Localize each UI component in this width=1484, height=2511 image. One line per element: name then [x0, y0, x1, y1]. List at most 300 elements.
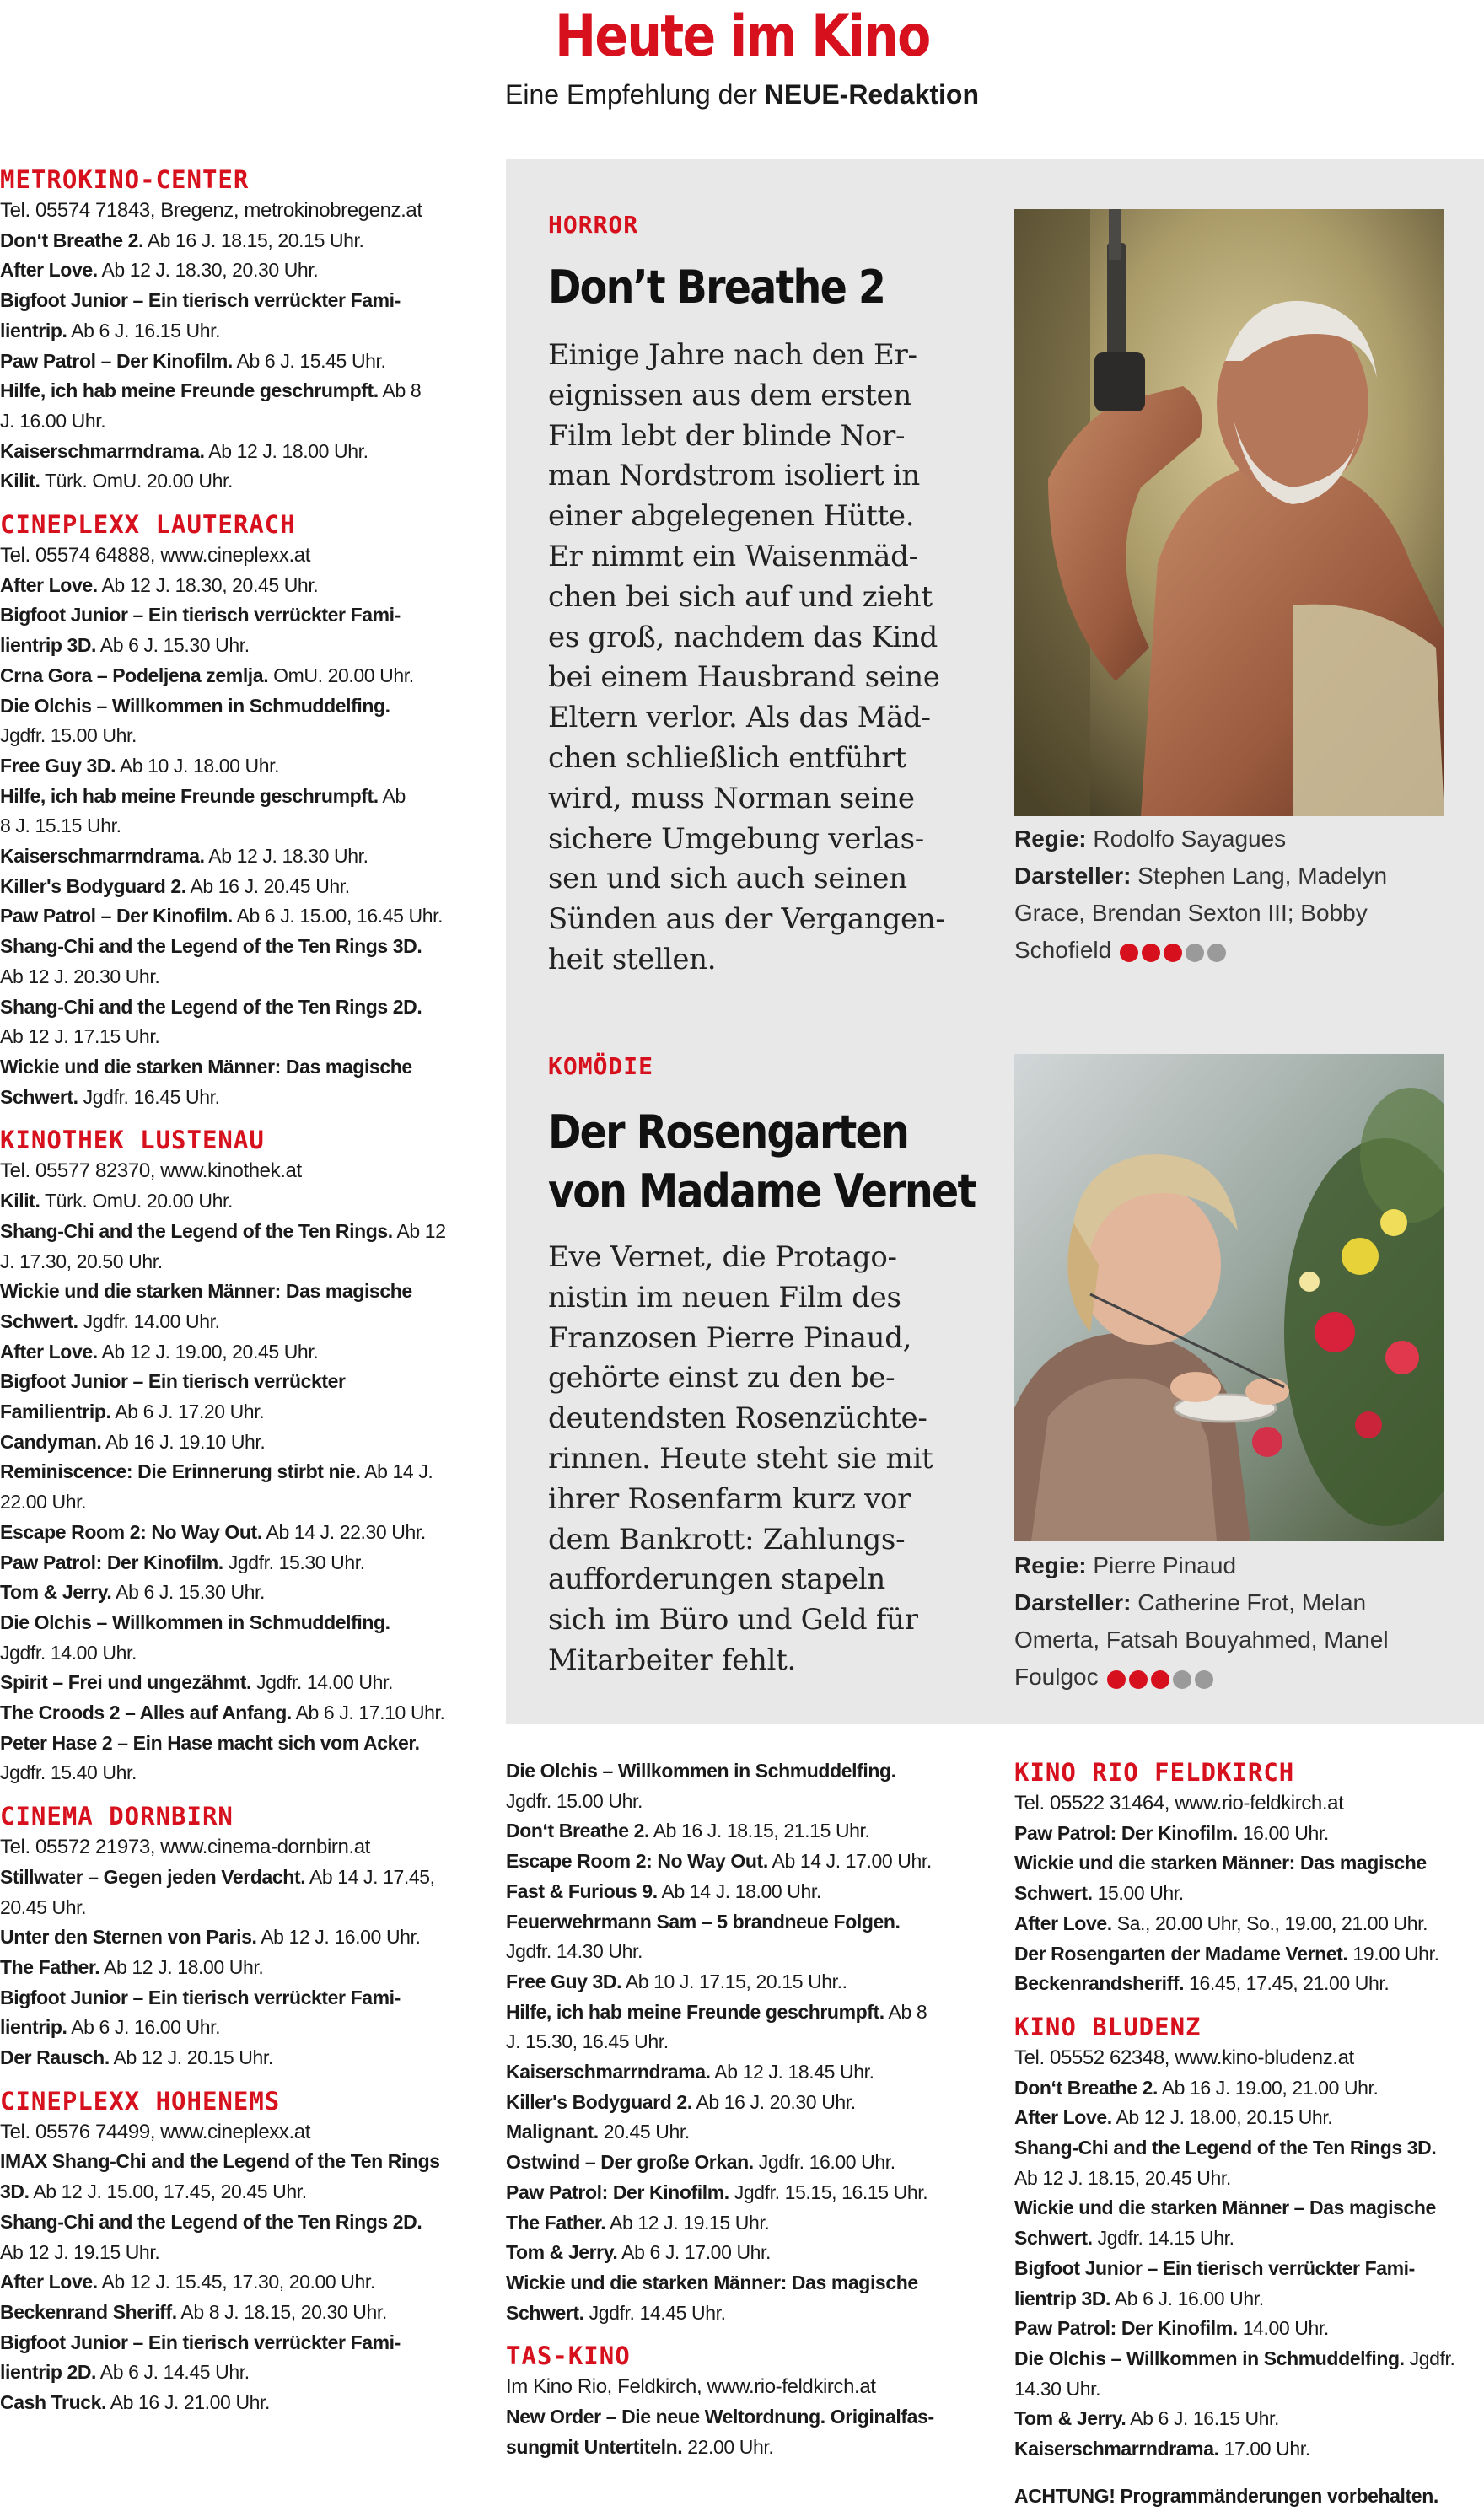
- film-details: J. 17.30, 20.50 Uhr.: [0, 1250, 163, 1272]
- film-title: Wickie und die starken Männer: Das magische: [0, 1280, 412, 1303]
- feature-text-line: einer abgelegenen Hütte.: [548, 499, 915, 534]
- listing-line: [0, 1186, 472, 1217]
- listing-line: [0, 1729, 472, 1759]
- cast-last-row: [1014, 1659, 1453, 1697]
- feature-text-line: bei einem Hausbrand seine: [548, 660, 940, 695]
- feature-text-line: aufforderungen stapeln: [548, 1562, 886, 1597]
- listing-line: [1014, 2164, 1484, 2194]
- cinema-block: [1014, 1756, 1484, 1999]
- film-details: Ab 12 J. 16.00 Uhr.: [256, 1926, 421, 1949]
- cinema-block: [506, 1756, 978, 2328]
- film-title: Shang-Chi and the Legend of the Ten Rings 2D.: [0, 2210, 422, 2233]
- listing-line: [506, 1847, 978, 1877]
- feature-text: [548, 336, 1054, 981]
- film-title: Fast & Furious 9.: [506, 1879, 658, 1902]
- film-title: Spirit – Frei und ungezähmt.: [0, 1671, 252, 1694]
- regie-label: Regie:: [1014, 1552, 1087, 1578]
- feature-title-line: von Madame Vernet: [548, 1164, 976, 1218]
- film-title: Bigfoot Junior – Ein tierisch verrückter Fami-: [0, 289, 401, 312]
- cast-last-row: [1014, 932, 1453, 971]
- film-details: Jgdfr. 14.45 Uhr.: [583, 2301, 726, 2324]
- listing-line: [0, 1893, 472, 1923]
- cast-label: Darsteller:: [1014, 1589, 1132, 1616]
- cinema-contact: Tel. 05572 21973, www.cinema-dornbirn.at: [0, 1836, 370, 1859]
- film-title: Schwert.: [0, 1309, 78, 1332]
- film-title: After Love.: [1014, 1911, 1112, 1934]
- credits-cast: [1014, 858, 1453, 895]
- feature-title: [548, 1103, 1020, 1221]
- listing-line: [0, 571, 472, 601]
- film-details: Türk. OmU. 20.00 Uhr.: [40, 470, 233, 492]
- rating-dot-empty: [1207, 944, 1226, 962]
- film-title: Tom & Jerry.: [0, 1581, 112, 1604]
- rating-dot-filled: [1142, 944, 1160, 962]
- film-title: lientrip 3D.: [0, 634, 97, 657]
- listing-line: [1014, 2434, 1484, 2465]
- listing-line: [1014, 2223, 1484, 2254]
- film-title: Schwert.: [0, 1085, 78, 1108]
- feature-komoedie: [506, 1002, 1484, 1724]
- film-title: The Father.: [506, 2211, 606, 2234]
- film-title: lientrip.: [0, 319, 67, 341]
- film-details: Jgdfr.: [1404, 2347, 1455, 2369]
- cinema-contact: Tel. 05574 64888, www.cineplexx.at: [0, 544, 310, 567]
- rating-dot-empty: [1195, 1670, 1213, 1689]
- film-details: Jgdfr. 15.00 Uhr.: [506, 1789, 643, 1812]
- listing-line: [0, 1758, 472, 1788]
- film-details: Ab 16 J. 20.30 Uhr.: [691, 2090, 856, 2113]
- feature-text-line: Franzosen Pierre Pinaud,: [548, 1320, 912, 1355]
- listing-line: [0, 1277, 472, 1307]
- feature-credits: [1014, 1547, 1453, 1697]
- film-details: Jgdfr. 15.30 Uhr.: [223, 1551, 365, 1573]
- film-title: Hilfe, ich hab meine Freunde geschrumpft.: [0, 379, 379, 402]
- cinema-contact: Tel. 05552 62348, www.kino-bludenz.at: [1014, 2046, 1354, 2069]
- listing-line: [0, 1608, 472, 1638]
- film-details: Ab 14 J. 18.00 Uhr.: [657, 1879, 821, 1902]
- listing-line: [506, 1816, 978, 1847]
- program-change-notice: ACHTUNG! Programmänderungen vorbehalten.: [1014, 2484, 1438, 2507]
- film-details: Ab 6 J. 17.00 Uhr.: [617, 2241, 772, 2264]
- regie-value: Rodolfo Sayagues: [1093, 825, 1287, 852]
- listing-line: [0, 1052, 472, 1083]
- listing-line: [0, 2147, 472, 2177]
- film-title: lientrip 3D.: [1014, 2287, 1111, 2309]
- feature-text-line: ihrer Rosenfarm kurz vor: [548, 1481, 911, 1516]
- listing-line: [506, 2117, 978, 2148]
- film-title: After Love.: [0, 259, 98, 282]
- listing-line: [0, 2238, 472, 2268]
- film-title: Peter Hase 2 – Ein Hase macht sich vom Acker.: [0, 1731, 420, 1754]
- film-details: Ab 6 J. 15.00, 16.45 Uhr.: [232, 905, 444, 928]
- rating-dot-filled: [1129, 1670, 1148, 1689]
- film-details: Ab 6 J. 17.10 Uhr.: [291, 1702, 445, 1724]
- film-title: Candyman.: [0, 1430, 102, 1453]
- cinema-block: [0, 1124, 472, 1788]
- listing-line: [1014, 1969, 1484, 1999]
- listing-line: [506, 1967, 978, 1998]
- listing-line: [0, 286, 472, 316]
- feature-text-line: Eltern verlor. Als das Mäd-: [548, 701, 931, 735]
- cast-line: Catherine Frot, Melan: [1137, 1589, 1367, 1616]
- listing-line: [0, 1083, 472, 1113]
- film-title: Kaiserschmarrndrama.: [0, 439, 205, 462]
- listing-line: [506, 2268, 978, 2299]
- film-details: J. 16.00 Uhr.: [0, 409, 106, 432]
- cinema-block: [0, 2085, 472, 2418]
- film-title: lientrip.: [0, 2016, 67, 2039]
- listing-line: [0, 661, 472, 691]
- listing-line: [1014, 2073, 1484, 2104]
- listing-line: [0, 2298, 472, 2328]
- cinema-block: [0, 1800, 472, 2073]
- rating-dot-filled: [1107, 1670, 1126, 1689]
- listing-line: [0, 751, 472, 782]
- film-details: 15.00 Uhr.: [1092, 1882, 1184, 1905]
- film-title: Hilfe, ich hab meine Freunde geschrumpft.: [506, 2000, 884, 2023]
- listing-line: [0, 1307, 472, 1337]
- listing-line: [506, 2238, 978, 2268]
- listing-line: [0, 1953, 472, 1983]
- film-details: Türk. OmU. 20.00 Uhr.: [40, 1190, 233, 1212]
- listing-line: [0, 2177, 472, 2207]
- film-details: Ab 14 J. 22.30 Uhr.: [261, 1520, 426, 1543]
- feature-credits: [1014, 820, 1453, 971]
- film-title: Beckenrand Sheriff.: [0, 2301, 177, 2323]
- rating-dot-filled: [1164, 944, 1182, 962]
- listing-column-right: [1014, 1756, 1484, 2511]
- page-title: Heute im Kino: [554, 3, 930, 70]
- listing-line: [1014, 1819, 1484, 1849]
- listing-line: [0, 316, 472, 347]
- film-details: Ab 12 J. 18.30, 20.45 Uhr.: [97, 573, 319, 596]
- film-title: Shang-Chi and the Legend of the Ten Rings.: [0, 1219, 393, 1242]
- listing-line: [0, 1397, 472, 1428]
- film-details: Jgdfr. 16.00 Uhr.: [753, 2151, 895, 2174]
- feature-text-line: es groß, nachdem das Kind: [548, 620, 938, 654]
- film-details: 14.30 Uhr.: [1014, 2377, 1101, 2400]
- listing-line: [1014, 1909, 1484, 1939]
- listing-line: [0, 347, 472, 377]
- film-title: Bigfoot Junior – Ein tierisch verrückter Fami-: [0, 604, 401, 626]
- film-title: 3D.: [0, 2180, 30, 2203]
- cinema-contact: Tel. 05522 31464, www.rio-feldkirch.at: [1014, 1792, 1344, 1815]
- film-title: Escape Room 2: No Way Out.: [0, 1520, 262, 1543]
- film-details: Ab 6 J. 15.30 Uhr.: [96, 634, 250, 657]
- film-details: Ab 14 J.: [360, 1460, 433, 1483]
- film-title: Stillwater – Gegen jeden Verdacht.: [0, 1865, 306, 1888]
- listing-line: [0, 782, 472, 812]
- cinema-block: [0, 508, 472, 1112]
- feature-text-line: chen schließlich entführt: [548, 740, 906, 775]
- film-details: Jgdfr. 15.40 Uhr.: [0, 1761, 137, 1784]
- listing-line: [1014, 2404, 1484, 2434]
- film-title: After Love.: [0, 2271, 98, 2293]
- film-details: Ab 6 J. 16.15 Uhr.: [1126, 2407, 1280, 2430]
- listing-line: [0, 631, 472, 661]
- listing-line: [1014, 2103, 1484, 2133]
- feature-text-line: sen und sich auch seinen: [548, 862, 907, 896]
- film-details: Ab 14 J. 17.00 Uhr.: [767, 1850, 932, 1873]
- film-title: Beckenrandsheriff.: [1014, 1972, 1185, 1995]
- cinema-block: [506, 2340, 978, 2462]
- listing-line: [0, 376, 472, 406]
- film-title: Paw Patrol: Der Kinofilm.: [1014, 1821, 1238, 1844]
- film-title: Die Olchis – Willkommen in Schmuddelfing.: [506, 1760, 896, 1782]
- feature-photo-dont-breathe: [1014, 209, 1444, 816]
- feature-text-line: nistin im neuen Film des: [548, 1280, 901, 1315]
- film-details: 14.00 Uhr.: [1237, 2317, 1329, 2340]
- cinema-name: KINO BLUDENZ: [1014, 2012, 1202, 2041]
- film-details: Ab 6 J. 15.45 Uhr.: [232, 349, 386, 372]
- credits-regie: [1014, 820, 1453, 858]
- film-title: Crna Gora – Podeljena zemlja.: [0, 664, 269, 686]
- listing-line: [1014, 2284, 1484, 2315]
- listing-line: [506, 2208, 978, 2239]
- listing-line: [0, 932, 472, 962]
- film-title: Kaiserschmarrndrama.: [506, 2061, 711, 2084]
- cast-line: Grace, Brendan Sexton III; Bobby: [1014, 900, 1368, 926]
- film-details: Jgdfr. 14.00 Uhr.: [251, 1671, 394, 1694]
- film-details: Ab 16 J. 20.45 Uhr.: [186, 874, 350, 897]
- listing-line: [0, 1863, 472, 1893]
- film-details: Jgdfr. 16.45 Uhr.: [78, 1085, 220, 1108]
- listing-line: [506, 2299, 978, 2329]
- film-title: Kaiserschmarrndrama.: [0, 845, 205, 868]
- listing-line: [0, 1983, 472, 2014]
- film-details: Sa., 20.00 Uhr, So., 19.00, 21.00 Uhr.: [1111, 1911, 1428, 1934]
- film-details: Ab 16 J. 18.15, 21.15 Uhr.: [648, 1820, 870, 1842]
- listing-line: [1014, 2254, 1484, 2284]
- film-details: Ab 12 J. 15.00, 17.45, 20.45 Uhr.: [29, 2180, 307, 2203]
- listing-line: [0, 2207, 472, 2238]
- film-details: Ab 12 J. 18.15, 20.45 Uhr.: [1014, 2166, 1231, 2189]
- feature-text-line: Mitarbeiter fehlt.: [548, 1643, 797, 1677]
- film-title: Paw Patrol: Der Kinofilm.: [506, 2180, 729, 2203]
- film-details: Ab 6 J. 14.45 Uhr.: [96, 2361, 250, 2384]
- film-title: Tom & Jerry.: [1014, 2407, 1126, 2430]
- film-details: Jgdfr. 14.00 Uhr.: [0, 1641, 137, 1664]
- cinema-name: KINOTHEK LUSTENAU: [0, 1126, 265, 1155]
- film-details: Ab 16 J. 21.00 Uhr.: [106, 2391, 271, 2414]
- film-details: Ab 12 J. 18.30 Uhr.: [204, 845, 368, 868]
- film-details: Ab 12 J. 15.45, 17.30, 20.00 Uhr.: [97, 2271, 375, 2293]
- film-title: Die Olchis – Willkommen in Schmuddelfing.: [0, 1610, 390, 1633]
- film-title: Killer's Bodyguard 2.: [0, 874, 186, 897]
- subtitle-prefix: Eine Empfehlung der: [505, 79, 765, 110]
- feature-text-line: Einige Jahre nach den Er-: [548, 338, 917, 372]
- cinema-contact: Tel. 05576 74499, www.cineplexx.at: [0, 2120, 310, 2143]
- film-details: 16.45, 17.45, 21.00 Uhr.: [1184, 1972, 1390, 1995]
- listing-line: [1014, 1939, 1484, 1970]
- listing-line: [0, 1247, 472, 1277]
- listing-line: [0, 1337, 472, 1368]
- cinema-block: [0, 164, 472, 497]
- feature-title-line: Don’t Breathe 2: [548, 261, 885, 314]
- listing-line: [0, 1217, 472, 1247]
- film-title: Wickie und die starken Männer: Das magische: [506, 2271, 918, 2293]
- listing-line: [0, 1922, 472, 1953]
- feature-text-line: heit stellen.: [548, 942, 717, 976]
- film-title: Bigfoot Junior – Ein tierisch verrückter Fami-: [0, 1986, 401, 2008]
- listing-line: [0, 406, 472, 437]
- listing-line: [0, 1022, 472, 1052]
- film-title: Bigfoot Junior – Ein tierisch verrückter Fami-: [0, 2331, 401, 2353]
- film-title: Paw Patrol – Der Kinofilm.: [0, 905, 233, 928]
- film-title: Shang-Chi and the Legend of the Ten Rings 3D.: [0, 935, 422, 958]
- film-details: Ab 6 J. 15.30 Uhr.: [111, 1581, 266, 1604]
- listing-line: [0, 437, 472, 467]
- cinema-block: [1014, 2011, 1484, 2465]
- film-details: Ab 14 J. 17.45,: [305, 1865, 435, 1888]
- film-details: Ab 8: [884, 2000, 928, 2023]
- rating-dot-empty: [1186, 944, 1204, 962]
- cast-line: Foulgoc: [1014, 1664, 1099, 1690]
- listing-line: [0, 691, 472, 722]
- feature-photo-rosengarten: [1014, 1054, 1444, 1541]
- regie-label: Regie:: [1014, 825, 1087, 852]
- listing-line: [506, 2057, 978, 2088]
- listing-line: [506, 2027, 978, 2057]
- film-title: Don‘t Breathe 2.: [506, 1820, 649, 1842]
- listing-line: [0, 2013, 472, 2043]
- cinema-name: CINEPLEXX HOHENEMS: [0, 2086, 281, 2116]
- rating-dot-filled: [1151, 1670, 1169, 1689]
- film-title: Feuerwehrmann Sam – 5 brandneue Folgen.: [506, 1910, 901, 1933]
- film-title: sungmit Untertiteln.: [506, 2435, 683, 2458]
- film-details: 19.00 Uhr.: [1347, 1942, 1439, 1965]
- listing-line: [0, 2043, 472, 2073]
- film-title: After Love.: [1014, 2106, 1112, 2129]
- film-title: Killer's Bodyguard 2.: [506, 2090, 692, 2113]
- film-title: Malignant.: [506, 2121, 599, 2143]
- film-title: Wickie und die starken Männer: Das magische: [0, 1055, 412, 1078]
- film-title: Tom & Jerry.: [506, 2241, 618, 2264]
- feature-text-line: sich im Büro und Geld für: [548, 1603, 918, 1637]
- film-title: Schwert.: [1014, 2227, 1093, 2250]
- film-details: Ab 12 J. 19.00, 20.45 Uhr.: [97, 1340, 319, 1363]
- listing-line: [506, 1756, 978, 1787]
- listing-line: [0, 255, 472, 286]
- film-title: The Croods 2 – Alles auf Anfang.: [0, 1702, 292, 1724]
- feature-text-line: gehörte einst zu den be-: [548, 1361, 895, 1395]
- film-details: 16.00 Uhr.: [1237, 1821, 1329, 1844]
- listing-line: [0, 992, 472, 1023]
- film-title: Bigfoot Junior – Ein tierisch verrückter: [0, 1370, 346, 1393]
- film-details: Ab 6 J. 16.00 Uhr.: [67, 2016, 221, 2039]
- feature-text-line: wird, muss Norman seine: [548, 781, 915, 815]
- feature-genre: KOMÖDIE: [548, 1052, 654, 1080]
- film-title: Free Guy 3D.: [0, 754, 116, 777]
- listing-line: [0, 2267, 472, 2298]
- listing-line: [0, 1487, 472, 1518]
- cinema-name: CINEPLEXX LAUTERACH: [0, 510, 296, 540]
- listing-line: [506, 1937, 978, 1967]
- listing-line: [0, 1638, 472, 1669]
- listing-line: [0, 901, 472, 932]
- feature-text-line: sichere Umgebung verlas-: [548, 821, 924, 856]
- feature-text-line: man Nordstrom isoliert in: [548, 459, 920, 493]
- film-title: Escape Room 2: No Way Out.: [506, 1850, 768, 1873]
- listing-line: [0, 872, 472, 902]
- film-title: Familientrip.: [0, 1401, 111, 1423]
- film-title: New Order – Die neue Weltordnung. Originalfas-: [506, 2406, 934, 2428]
- listing-line: [506, 1787, 978, 1817]
- film-details: Jgdfr. 14.00 Uhr.: [78, 1309, 220, 1332]
- film-title: Paw Patrol – Der Kinofilm.: [0, 349, 233, 372]
- film-title: Wickie und die starken Männer: Das magische: [1014, 1852, 1427, 1874]
- page-header: [0, 0, 1484, 126]
- film-title: Schwert.: [506, 2301, 584, 2324]
- feature-text-line: rinnen. Heute steht sie mit: [548, 1441, 933, 1476]
- feature-text-line: Er nimmt ein Waisenmäd-: [548, 539, 918, 573]
- film-details: Ab 12 J. 18.30, 20.30 Uhr.: [97, 259, 319, 282]
- feature-text-line: deutendsten Rosenzüchte-: [548, 1401, 928, 1436]
- listing-line: [0, 2388, 472, 2418]
- listing-line: [1014, 2344, 1484, 2374]
- film-title: Die Olchis – Willkommen in Schmuddelfing.: [0, 694, 390, 717]
- subtitle-bold: NEUE-Redaktion: [764, 79, 979, 110]
- feature-text-line: Film lebt der blinde Nor-: [548, 418, 906, 453]
- listing-line: [506, 2148, 978, 2178]
- cast-line: Stephen Lang, Madelyn: [1137, 863, 1388, 889]
- cinema-name: METROKINO-CENTER: [0, 165, 250, 194]
- film-details: Ab 10 J. 18.00 Uhr.: [116, 754, 280, 777]
- listing-line: [0, 1457, 472, 1487]
- listing-line: [0, 2358, 472, 2388]
- listing-line: [506, 2433, 978, 2463]
- cast-line: Schofield: [1014, 937, 1112, 963]
- film-title: Shang-Chi and the Legend of the Ten Rings 2D.: [0, 995, 422, 1018]
- feature-text-line: Sünden aus der Vergangen-: [548, 902, 945, 937]
- listing-line: [0, 811, 472, 841]
- listing-line: [0, 841, 472, 872]
- cinema-contact: Tel. 05577 82370, www.kinothek.at: [0, 1159, 302, 1183]
- film-details: Ab 16 J. 18.15, 20.15 Uhr.: [142, 229, 364, 251]
- film-details: Jgdfr. 14.15 Uhr.: [1092, 2227, 1234, 2250]
- film-details: Jgdfr. 15.00 Uhr.: [0, 724, 137, 747]
- cinema-contact: Im Kino Rio, Feldkirch, www.rio-feldkirch.at: [506, 2375, 876, 2399]
- film-title: Der Rosengarten der Madame Vernet.: [1014, 1942, 1348, 1965]
- listing-line: [0, 1668, 472, 1698]
- film-details: 20.45 Uhr.: [598, 2121, 690, 2143]
- film-title: Kaiserschmarrndrama.: [1014, 2438, 1219, 2460]
- listing-line: [506, 2088, 978, 2118]
- film-title: The Father.: [0, 1955, 100, 1978]
- film-details: Ab 8 J. 18.15, 20.30 Uhr.: [176, 2301, 387, 2323]
- photo-woman-with-roses: [1014, 1054, 1444, 1541]
- feature-text-line: chen bei sich auf und zieht: [548, 579, 933, 614]
- listing-line: [0, 1548, 472, 1578]
- feature-text: [548, 1238, 1054, 1681]
- feature-title-line: Der Rosengarten: [548, 1105, 909, 1159]
- rating-dot-filled: [1120, 944, 1138, 962]
- film-details: 20.45 Uhr.: [0, 1895, 87, 1918]
- listing-line: [0, 1518, 472, 1548]
- listing-line: [506, 1907, 978, 1938]
- listing-line: [1014, 2374, 1484, 2405]
- film-title: Cash Truck.: [0, 2391, 106, 2414]
- film-details: Jgdfr. 15.15, 16.15 Uhr.: [729, 2180, 928, 2203]
- feature-box: [506, 159, 1484, 1724]
- film-details: 22.00 Uhr.: [0, 1491, 87, 1514]
- film-title: Der Rausch.: [0, 2046, 110, 2069]
- listing-line: [1014, 2193, 1484, 2223]
- film-details: Ab 12 J. 20.15 Uhr.: [109, 2046, 273, 2069]
- film-details: Ab 16 J. 19.10 Uhr.: [101, 1430, 266, 1453]
- film-title: Kilit.: [0, 1190, 40, 1212]
- film-details: Ab 6 J. 17.20 Uhr.: [110, 1401, 265, 1423]
